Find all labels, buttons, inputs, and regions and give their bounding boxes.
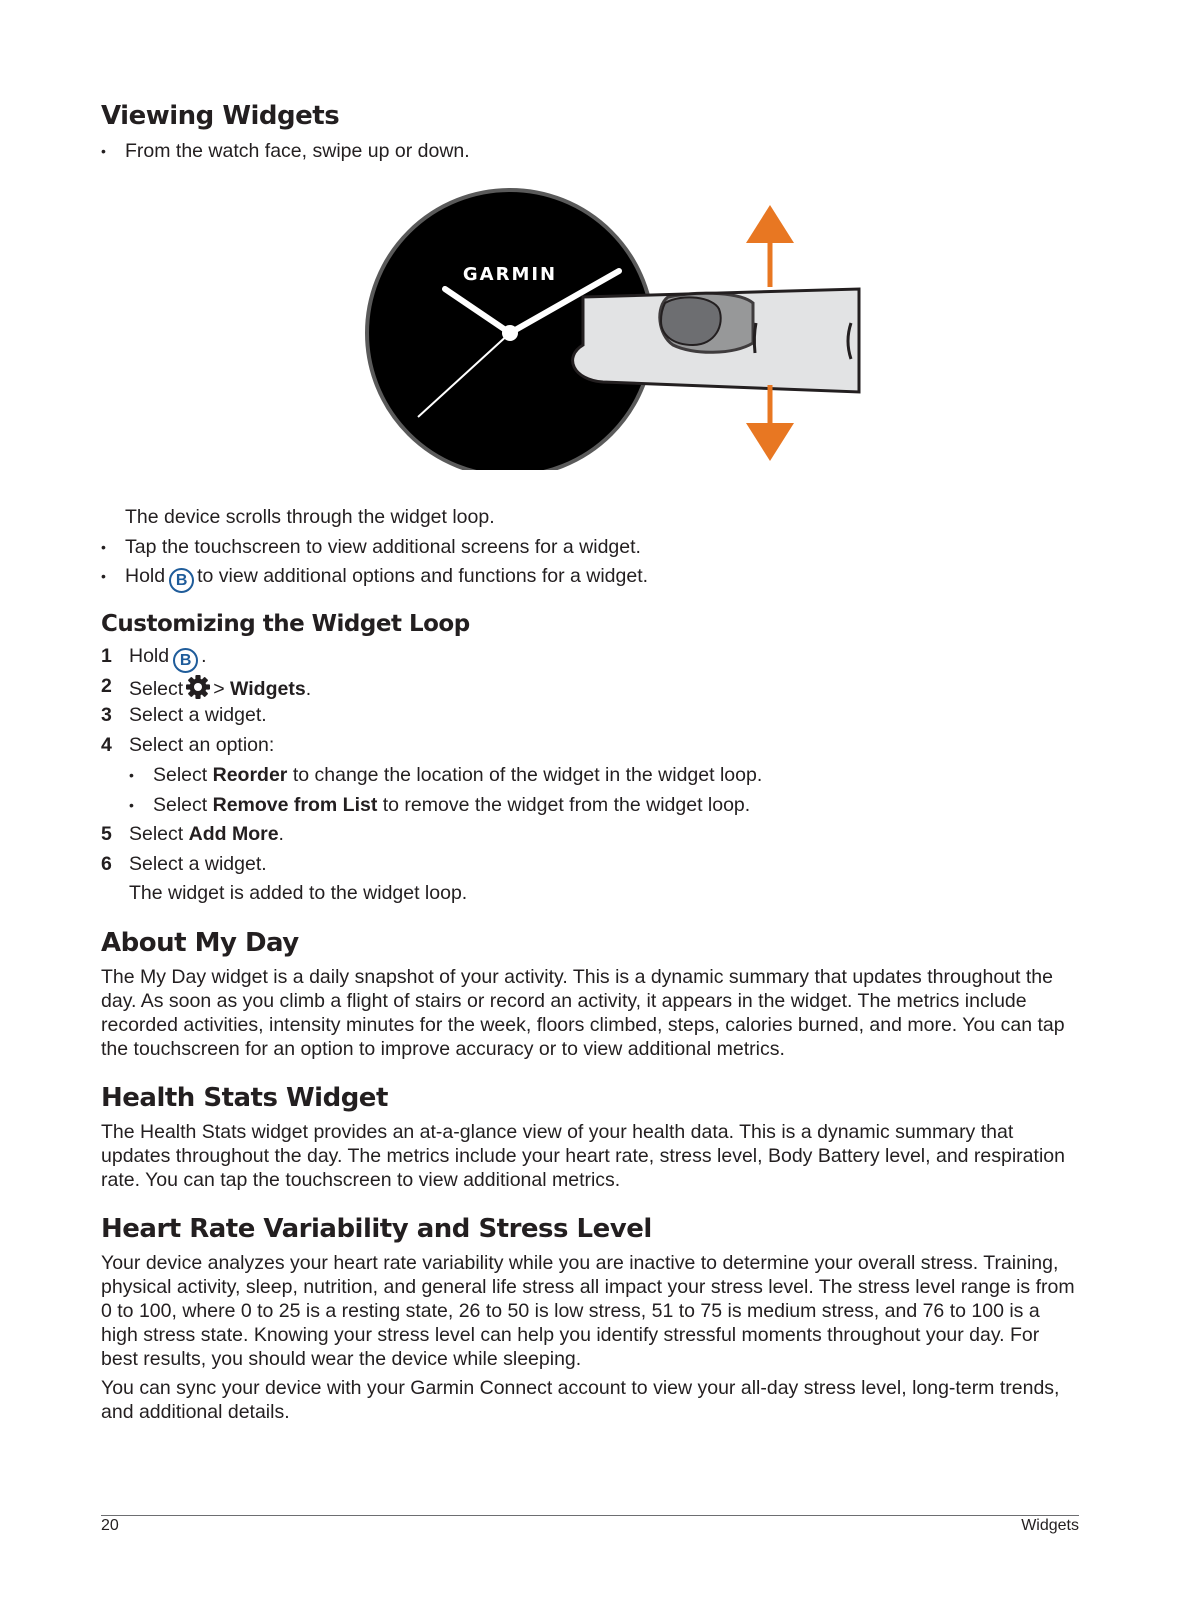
bullet-dot: • bbox=[101, 568, 106, 584]
footer-section-name: Widgets bbox=[1021, 1517, 1079, 1534]
bullet-dot: • bbox=[129, 767, 134, 783]
hrv-body-1: Your device analyzes your heart rate variability while you are inactive to determine your overall stress. Training, physical activity, sleep, nutrition, and general life stress all impact your stress level. The stress level range is from 0 to 100, where 0 to 25 is a resting state, 26 to 50 is low stress, 51 to 75 is medium stress, and 76 to 100 is a high stress state. Knowing your stress level can help you identify stressful moments throughout your day. For best results, you should wear the device while sleeping. bbox=[101, 1252, 1075, 1370]
arrow-down-icon bbox=[746, 423, 794, 461]
step-result: The widget is added to the widget loop. bbox=[129, 882, 468, 904]
section-title-hrv: Heart Rate Variability and Stress Level bbox=[101, 1214, 652, 1244]
bullet-text: From the watch face, swipe up or down. bbox=[125, 140, 470, 162]
bullet-text: Hold B to view additional options and functions for a widget. bbox=[125, 564, 648, 593]
knuckle-line-1 bbox=[754, 323, 756, 353]
b-key-icon: B bbox=[173, 648, 198, 673]
arrow-up-icon bbox=[746, 205, 794, 243]
hrv-body-2: You can sync your device with your Garmin Connect account to view your all-day stress level, long-term trends, and additional details. bbox=[101, 1377, 1060, 1423]
bullet-dot: • bbox=[101, 143, 106, 159]
section-title-customizing: Customizing the Widget Loop bbox=[101, 611, 470, 637]
my-day-body: The My Day widget is a daily snapshot of your activity. This is a dynamic summary that updates throughout the day. As soon as you climb a flight of stairs or record an activity, it appears in the widget. The metrics include recorded activities, intensity minutes for the week, floors climbed, steps, calories burned, and more. You can tap the touchscreen for an option to improve accuracy or to view additional metrics. bbox=[101, 966, 1065, 1060]
hand-center bbox=[502, 325, 518, 341]
health-stats-body: The Health Stats widget provides an at-a-glance view of your health data. This is a dynamic summary that updates throughout the day. The metrics include your heart rate, stress level, Body Battery level, and respiration rate. You can tap the touchscreen to view additional metrics. bbox=[101, 1121, 1065, 1191]
section-title-viewing-widgets: Viewing Widgets bbox=[101, 101, 340, 131]
bullet-dot: • bbox=[101, 539, 106, 555]
footer-rule bbox=[101, 1515, 1079, 1516]
watch-logo: GARMIN bbox=[462, 264, 558, 285]
page-number: 20 bbox=[101, 1517, 119, 1534]
fingernail bbox=[661, 297, 721, 345]
bullet-text: Tap the touchscreen to view additional screens for a widget. bbox=[125, 536, 641, 558]
bullet-dot: • bbox=[129, 797, 134, 813]
section-title-my-day: About My Day bbox=[101, 928, 299, 958]
swipe-illustration bbox=[363, 185, 863, 470]
b-key-icon: B bbox=[169, 568, 194, 593]
gear-icon bbox=[185, 674, 211, 700]
section-title-health-stats: Health Stats Widget bbox=[101, 1083, 388, 1113]
result-text: The device scrolls through the widget loop. bbox=[125, 506, 495, 528]
